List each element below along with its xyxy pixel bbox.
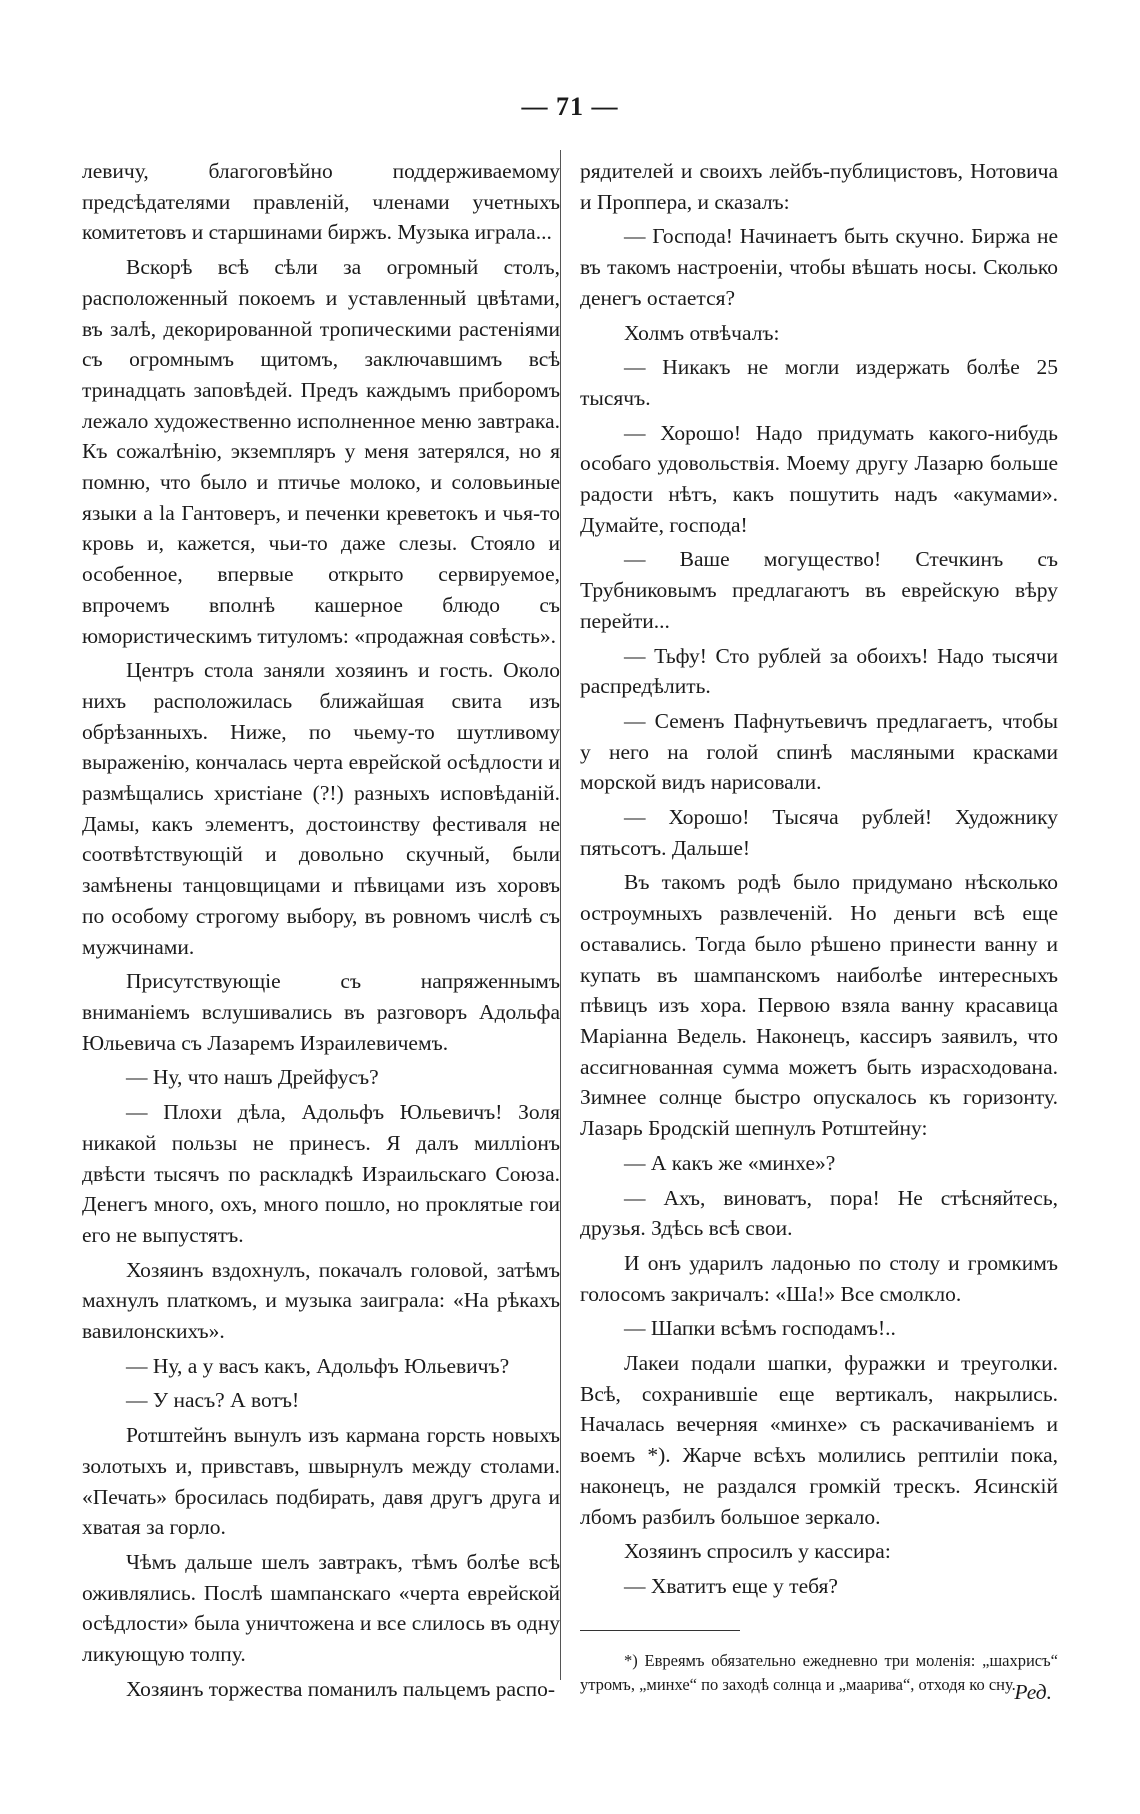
paragraph: Хозяинъ торжества поманилъ пальцемъ распо-	[126, 1676, 556, 1701]
paragraph: Вскорѣ всѣ сѣли за огромный столъ, расположенный покоемъ и уставленный цвѣтами, въ залѣ, декорированной тропическими растеніями съ огромнымъ щитомъ, заключавшимъ всѣ тринадцать заповѣдей. Предъ каждымъ приборомъ лежало художественно исполненное меню завтрака. Къ сожалѣнію, экземпляръ у меня затерялся, но я помню, что было и птичье молоко, и соловьиные языки а lа Гантоверъ, и печенки креветокъ и чья-то кровь и, кажется, чьи-то даже слезы. Стояло и особенное, впервые открыто сервируемое, впрочемъ вполнѣ кашерное блюдо съ юмористическимъ титуломъ: «продажная совѣсть».	[82, 255, 560, 648]
paragraph: Чѣмъ дальше шелъ завтракъ, тѣмъ болѣе всѣ оживлялись. Послѣ шампанскаго «черта еврейской осѣдлости» была уничтожена и все слилось въ одну ликующую толпу.	[82, 1549, 560, 1667]
paragraph: Центръ стола заняли хозяинъ и гость. Около нихъ расположилась ближайшая свита изъ обрѣзанныхъ. Ниже, по чьему-то шутливому выраженію, кончалась черта еврейской осѣдлости и размѣщались христіане (?!) разныхъ исповѣданій. Дамы, какъ элементъ, достоинству фестиваля не соотвѣтствующій и довольно скучный, были замѣнены танцовщицами и пѣвицами изъ хоровъ по особому строгому выбору, въ ровномъ числѣ съ мужчинами.	[82, 658, 560, 959]
paragraph: — Хватитъ еще у тебя?	[624, 1573, 838, 1598]
paragraph: Въ такомъ родѣ было придумано нѣсколько остроумныхъ развлеченій. Но деньги всѣ еще оставались. Тогда было рѣшено принести ванну и купать въ шампанскомъ наиболѣе интересныхъ пѣвицъ изъ хора. Первою взяла ванну красавица Маріанна Ведель. Наконецъ, кассиръ заявилъ, что ассигнованная сумма можетъ быть израсходована. Зимнее солнце быстро опускалось къ горизонту. Лазарь Бродскій шепнулъ Ротштейну:	[580, 870, 1058, 1141]
right-column	[580, 156, 1058, 1707]
paragraph: — Семенъ Пафнутьевичъ предлагаетъ, чтобы у него на голой спинѣ масляными красками морской видъ нарисовали.	[580, 708, 1058, 795]
paragraph: — Ваше могущество! Стечкинъ съ Трубниковымъ предлагаютъ въ еврейскую вѣру перейти...	[580, 547, 1058, 633]
footnote: *) Евреямъ обязательно ежедневно три моленія: „шахрисъ“ утромъ, „минхе“ по заходѣ солнца и „маарива“, отходя ко сну.	[580, 1650, 1058, 1694]
paragraph: — Хорошо! Тысяча рублей! Художнику пятьсотъ. Дальше!	[580, 805, 1058, 860]
paragraph: рядителей и своихъ лейбъ-публицистовъ, Нотовича и Проппера, и сказалъ:	[580, 159, 1058, 214]
footnote-rule	[580, 1630, 740, 1631]
paragraph: — Шапки всѣмъ господамъ!..	[624, 1316, 896, 1341]
paragraph: — Плохи дѣла, Адольфъ Юльевичъ! Золя никакой пользы не принесъ. Я далъ милліонъ двѣсти тысячъ по раскладкѣ Израильскаго Союза. Денегъ много, охъ, много пошло, но проклятые гои его не выпустятъ.	[82, 1100, 560, 1247]
paragraph: — Ахъ, виноватъ, пора! Не стѣсняйтесь, друзья. Здѣсь всѣ свои.	[580, 1185, 1058, 1241]
paragraph: Присутствующіе съ напряженнымъ вниманіемъ вслушивались въ разговоръ Адольфа Юльевича съ Лазаремъ Израилевичемъ.	[82, 969, 560, 1055]
paragraph: — Ну, а у васъ какъ, Адольфъ Юльевичъ?	[126, 1353, 510, 1378]
paragraph: Хозяинъ спросилъ у кассира:	[624, 1539, 891, 1564]
paragraph: И онъ ударилъ ладонью по столу и громкимъ голосомъ закричалъ: «Ша!» Все смолкло.	[580, 1250, 1058, 1306]
paragraph: Ротштейнъ вынулъ изъ кармана горсть новыхъ золотыхъ и, привставъ, швырнулъ между столами. «Печать» бросилась подбирать, давя другъ друга и хватая за горло.	[82, 1423, 560, 1540]
column-divider	[560, 150, 561, 1680]
paragraph: Лакеи подали шапки, фуражки и треуголки. Всѣ, сохранившіе еще вертикалъ, накрылись. Началась вечерняя «минхе» съ раскачиваніемъ и воемъ *). Жарче всѣхъ молились рептиліи пока, наконецъ, не раздался громкій трескъ. Ясинскій лбомъ разбилъ большое зеркало.	[580, 1351, 1058, 1529]
paragraph: левичу, благоговѣйно поддерживаемому предсѣдателями правленій, членами учетныхъ комитетовъ и старшинами биржъ. Музыка играла...	[82, 159, 560, 245]
left-column	[82, 156, 560, 1708]
paragraph: — Ну, что нашъ Дрейфусъ?	[126, 1065, 379, 1090]
page-number: — 71 —	[521, 92, 619, 121]
paragraph: Холмъ отвѣчалъ:	[624, 320, 780, 345]
paragraph: Хозяинъ вздохнулъ, покачалъ головой, затѣмъ махнулъ платкомъ, и музыка заиграла: «На рѣкахъ вавилонскихъ».	[82, 1257, 560, 1344]
paragraph: — Тьфу! Сто рублей за обоихъ! Надо тысячи распредѣлить.	[580, 643, 1058, 699]
footnote-signature: Ред.	[1014, 1679, 1052, 1704]
paragraph: — Никакъ не могли издержать болѣе 25 тысячъ.	[580, 355, 1058, 410]
paragraph: — У насъ? А вотъ!	[126, 1388, 300, 1413]
paragraph: — А какъ же «минхе»?	[624, 1150, 836, 1175]
paragraph: — Хорошо! Надо придумать какого-нибудь особаго удовольствія. Моему другу Лазарю больше радости нѣтъ, какъ пошутить надъ «акумами». Думайте, господа!	[580, 420, 1058, 537]
paragraph: — Господа! Начинаетъ быть скучно. Биржа не въ такомъ настроеніи, чтобы вѣшать носы. Сколько денегъ остается?	[580, 224, 1058, 310]
